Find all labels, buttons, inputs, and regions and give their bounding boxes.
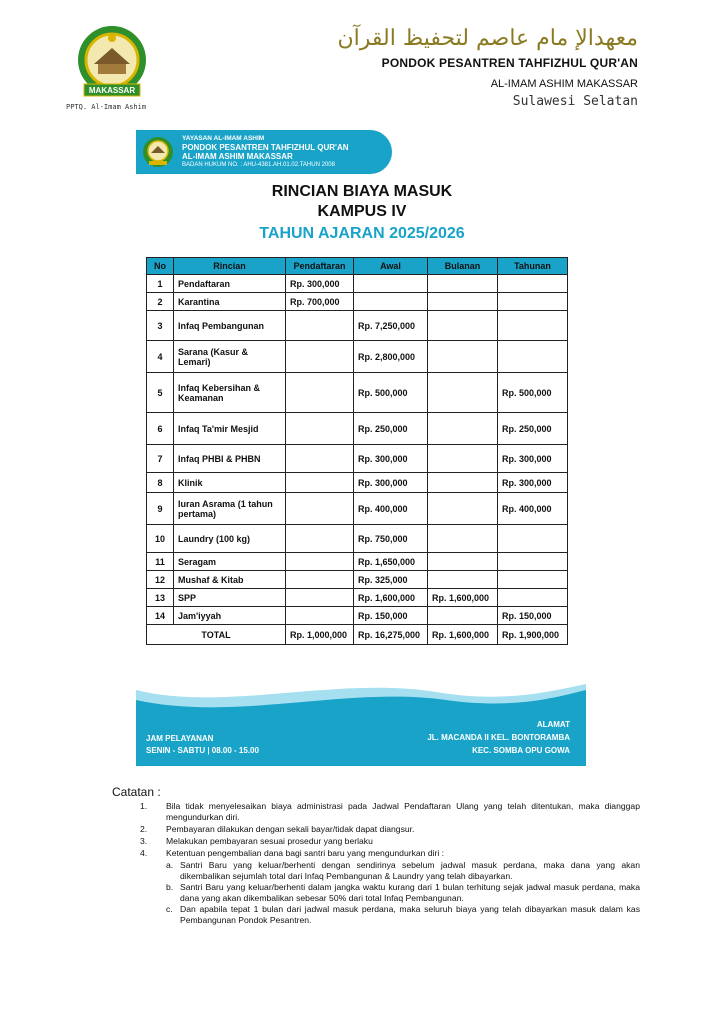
- cell-no: 5: [147, 373, 174, 413]
- address-line-1: JL. MACANDA II KEL. BONTORAMBA: [427, 733, 570, 742]
- total-pendaftaran: Rp. 1,000,000: [286, 625, 354, 645]
- cell-awal: Rp. 1,650,000: [354, 553, 428, 571]
- cell-no: 6: [147, 413, 174, 445]
- table-row: [147, 311, 568, 341]
- cell-tahunan: [498, 525, 568, 553]
- cell-no: 14: [147, 607, 174, 625]
- cell-bulanan: Rp. 1,600,000: [428, 589, 498, 607]
- cell-bulanan: [428, 373, 498, 413]
- cell-no: 11: [147, 553, 174, 571]
- academic-year: TAHUN AJARAN 2025/2026: [259, 225, 465, 242]
- cell-no: 1: [147, 275, 174, 293]
- cell-pendaftaran: [286, 493, 354, 525]
- cell-tahunan: [498, 275, 568, 293]
- subitem-text: Santri Baru yang keluar/berhenti dengan sendirinya sebelum jadwal masuk perdana, maka dana yang akan dikembalikan sejumlah total dari Infaq Pembangunan & Laundry yang telah dibayarkan.: [180, 860, 640, 881]
- cell-awal: [354, 275, 428, 293]
- address-label: ALAMAT: [536, 720, 570, 729]
- note-number: 2.: [140, 824, 148, 834]
- table-row: [147, 473, 568, 493]
- cell-awal: Rp. 300,000: [354, 445, 428, 473]
- cell-bulanan: [428, 553, 498, 571]
- subitem-letter: a.: [166, 860, 174, 870]
- arabic-name: معهدالإ مام عاصم لتحفيظ القرآن: [337, 26, 638, 51]
- cell-pendaftaran: [286, 311, 354, 341]
- svg-text:MAKASSAR: MAKASSAR: [88, 86, 136, 95]
- col-header-awal: Awal: [354, 258, 428, 275]
- cell-awal: Rp. 750,000: [354, 525, 428, 553]
- cell-awal: Rp. 150,000: [354, 607, 428, 625]
- fee-table: [146, 257, 568, 645]
- table-row: [147, 607, 568, 625]
- cell-pendaftaran: [286, 473, 354, 493]
- cell-tahunan: [498, 589, 568, 607]
- cell-item: Laundry (100 kg): [174, 525, 286, 553]
- cell-pendaftaran: [286, 571, 354, 589]
- cell-item: Karantina: [174, 293, 286, 311]
- cell-item: Infaq Kebersihan & Keamanan: [174, 373, 286, 413]
- cell-bulanan: [428, 445, 498, 473]
- cell-bulanan: [428, 525, 498, 553]
- cell-item: Seragam: [174, 553, 286, 571]
- cell-tahunan: Rp. 250,000: [498, 413, 568, 445]
- cell-item: Klinik: [174, 473, 286, 493]
- note-subitem: [166, 904, 640, 926]
- cell-no: 3: [147, 311, 174, 341]
- cell-awal: Rp. 400,000: [354, 493, 428, 525]
- table-row: [147, 341, 568, 373]
- cell-no: 10: [147, 525, 174, 553]
- cell-item: SPP: [174, 589, 286, 607]
- col-header-rincian: Rincian: [174, 258, 286, 275]
- header-line-2: AL-IMAM ASHIM MAKASSAR: [490, 78, 638, 90]
- note-text: Pembayaran dilakukan dengan sekali bayar/tidak dapat diangsur.: [166, 824, 415, 834]
- cell-bulanan: [428, 341, 498, 373]
- cell-no: 8: [147, 473, 174, 493]
- note-item: [140, 824, 640, 835]
- note-subitem: [166, 860, 640, 882]
- cell-pendaftaran: Rp. 700,000: [286, 293, 354, 311]
- note-item: [140, 801, 640, 823]
- cell-bulanan: [428, 473, 498, 493]
- cell-awal: Rp. 7,250,000: [354, 311, 428, 341]
- cell-item: Infaq Pembangunan: [174, 311, 286, 341]
- cell-no: 2: [147, 293, 174, 311]
- cell-pendaftaran: [286, 553, 354, 571]
- note-item: [140, 836, 640, 847]
- note-text: Melakukan pembayaran sesuai prosedur yang berlaku: [166, 836, 373, 846]
- cell-tahunan: Rp. 500,000: [498, 373, 568, 413]
- note-subitem: [166, 882, 640, 904]
- banner-line-4: BADAN HUKUM NO. : AHU-4381.AH.01.02.TAHUN 2008: [182, 162, 335, 168]
- cell-no: 9: [147, 493, 174, 525]
- col-header-no: No: [147, 258, 174, 275]
- address-line-2: KEC. SOMBA OPU GOWA: [472, 746, 570, 755]
- pesantren-logo: [64, 24, 160, 102]
- table-row: [147, 493, 568, 525]
- total-bulanan: Rp. 1,600,000: [428, 625, 498, 645]
- header-line-1: PONDOK PESANTREN TAHFIZHUL QUR'AN: [381, 56, 638, 70]
- cell-awal: Rp. 250,000: [354, 413, 428, 445]
- cell-item: Pendaftaran: [174, 275, 286, 293]
- cell-item: Mushaf & Kitab: [174, 571, 286, 589]
- table-row: [147, 293, 568, 311]
- table-row: [147, 589, 568, 607]
- banner-logo-icon: [142, 136, 174, 168]
- cell-tahunan: Rp. 150,000: [498, 607, 568, 625]
- cell-bulanan: [428, 493, 498, 525]
- table-row: [147, 275, 568, 293]
- cell-awal: [354, 293, 428, 311]
- cell-tahunan: [498, 571, 568, 589]
- cell-awal: Rp. 2,800,000: [354, 341, 428, 373]
- total-tahunan: Rp. 1,900,000: [498, 625, 568, 645]
- doc-title: RINCIAN BIAYA MASUK: [271, 183, 453, 200]
- notes-list: [140, 801, 640, 926]
- cell-bulanan: [428, 571, 498, 589]
- note-number: 4.: [140, 848, 148, 858]
- cell-item: Sarana (Kasur & Lemari): [174, 341, 286, 373]
- cell-tahunan: Rp. 300,000: [498, 473, 568, 493]
- subitem-letter: b.: [166, 882, 174, 892]
- cell-tahunan: [498, 293, 568, 311]
- cell-pendaftaran: [286, 525, 354, 553]
- banner-line-1: YAYASAN AL-IMAM ASHIM: [182, 135, 265, 142]
- cell-no: 12: [147, 571, 174, 589]
- table-row: [147, 373, 568, 413]
- cell-pendaftaran: [286, 341, 354, 373]
- table-row: [147, 525, 568, 553]
- cell-tahunan: [498, 311, 568, 341]
- subitem-text: Santri Baru yang keluar/berhenti dalam jangka waktu kurang dari 1 bulan terhitung sejak jadwal masuk perdana, maka dana yang akan dikembalikan sebesar 50% dari total Infaq Pembangunan.: [180, 882, 640, 903]
- cell-pendaftaran: [286, 607, 354, 625]
- table-header-row: [147, 258, 568, 275]
- cell-item: Jam'iyyah: [174, 607, 286, 625]
- banner-line-2: PONDOK PESANTREN TAHFIZHUL QUR'AN: [182, 143, 349, 152]
- cell-pendaftaran: [286, 445, 354, 473]
- banner-line-3: AL-IMAM ASHIM MAKASSAR: [182, 152, 293, 161]
- cell-pendaftaran: [286, 373, 354, 413]
- cell-item: Iuran Asrama (1 tahun pertama): [174, 493, 286, 525]
- cell-tahunan: Rp. 300,000: [498, 445, 568, 473]
- table-row: [147, 413, 568, 445]
- service-hours: [146, 733, 259, 757]
- table-row: [147, 553, 568, 571]
- cell-bulanan: [428, 413, 498, 445]
- cell-tahunan: Rp. 400,000: [498, 493, 568, 525]
- col-header-tahunan: Tahunan: [498, 258, 568, 275]
- cell-bulanan: [428, 311, 498, 341]
- cell-item: Infaq Ta'mir Mesjid: [174, 413, 286, 445]
- table-total-row: [147, 625, 568, 645]
- cell-bulanan: [428, 293, 498, 311]
- note-text: Bila tidak menyelesaikan biaya administrasi pada Jadwal Pendaftaran Ulang yang telah ditentukan, maka dianggap mengundurkan diri.: [166, 801, 640, 822]
- cell-pendaftaran: Rp. 300,000: [286, 275, 354, 293]
- cell-tahunan: [498, 341, 568, 373]
- logo-caption: PPTQ. Al-Imam Ashim: [66, 103, 147, 111]
- cell-awal: Rp. 500,000: [354, 373, 428, 413]
- service-hours-label: JAM PELAYANAN: [146, 734, 214, 743]
- subitem-text: Dan apabila tepat 1 bulan dari jadwal masuk perdana, maka seluruh biaya yang telah dibayarkan masuk dalam kas Pembangunan Pondok Pesantren.: [180, 904, 640, 925]
- foundation-banner: [136, 130, 392, 174]
- total-label: TOTAL: [147, 625, 286, 645]
- notes-title: Catatan :: [112, 785, 161, 799]
- note-number: 1.: [140, 801, 148, 811]
- table-row: [147, 571, 568, 589]
- col-header-bulanan: Bulanan: [428, 258, 498, 275]
- cell-no: 7: [147, 445, 174, 473]
- cell-bulanan: [428, 607, 498, 625]
- doc-subtitle: KAMPUS IV: [317, 203, 407, 220]
- cell-pendaftaran: [286, 413, 354, 445]
- cell-bulanan: [428, 275, 498, 293]
- total-awal: Rp. 16,275,000: [354, 625, 428, 645]
- note-text: Ketentuan pengembalian dana bagi santri baru yang mengundurkan diri :: [166, 848, 445, 858]
- note-number: 3.: [140, 836, 148, 846]
- cell-no: 13: [147, 589, 174, 607]
- cell-awal: Rp. 325,000: [354, 571, 428, 589]
- service-hours-value: SENIN - SABTU | 08.00 - 15.00: [146, 746, 259, 755]
- cell-awal: Rp. 1,600,000: [354, 589, 428, 607]
- cell-no: 4: [147, 341, 174, 373]
- subitem-letter: c.: [166, 904, 173, 914]
- address: [427, 718, 570, 757]
- table-row: [147, 445, 568, 473]
- cell-item: Infaq PHBI & PHBN: [174, 445, 286, 473]
- col-header-pendaftaran: Pendaftaran: [286, 258, 354, 275]
- note-item: [140, 848, 640, 859]
- cell-tahunan: [498, 553, 568, 571]
- header-line-3: Sulawesi Selatan: [512, 94, 638, 109]
- cell-awal: Rp. 300,000: [354, 473, 428, 493]
- cell-pendaftaran: [286, 589, 354, 607]
